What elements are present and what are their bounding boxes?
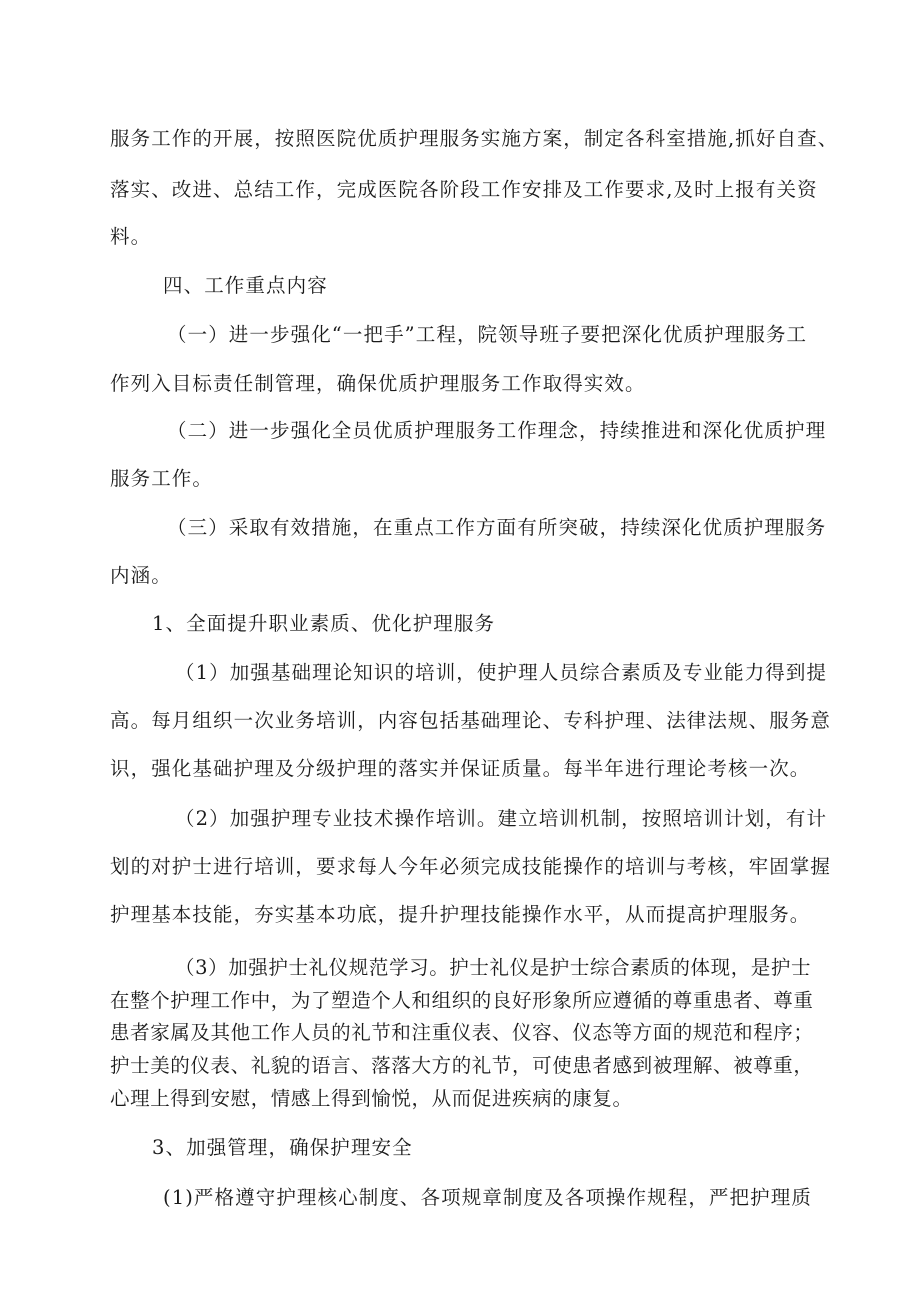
text-line: 服务工作。 xyxy=(110,467,214,490)
text-line: （三）采取有效措施，在重点工作方面有所突破，持续深化优质护理服务 xyxy=(167,516,827,539)
text-line: 划的对护士进行培训，要求每人今年必须完成技能操作的培训与考核，牢固掌握 xyxy=(110,855,832,878)
text-line: 护士美的仪表、礼貌的语言、落落大方的礼节，可使患者感到被理解、被尊重， xyxy=(110,1054,814,1077)
text-line: 患者家属及其他工作人员的礼节和注重仪表、仪容、仪态等方面的规范和程序； xyxy=(110,1021,814,1044)
text-line: 高。每月组织一次业务培训，内容包括基础理论、专科护理、法律法规、服务意 xyxy=(110,709,832,732)
text-line: 内涵。 xyxy=(110,564,172,587)
text-line: （2）加强护理专业技术操作培训。建立培训机制，按照培训计划，有计 xyxy=(175,807,828,830)
text-line: （一）进一步强化“一把手”工程，院领导班子要把深化优质护理服务工 xyxy=(167,323,808,346)
text-line: 在整个护理工作中，为了塑造个人和组织的良好形象所应遵循的尊重患者、尊重 xyxy=(110,989,814,1012)
text-line: 服务工作的开展，按照医院优质护理服务实施方案，制定各科室措施,抓好自查、 xyxy=(110,127,839,150)
text-line: 心理上得到安慰，情感上得到愉悦，从而促进疾病的康复。 xyxy=(110,1087,633,1110)
subsection-heading: 1、全面提升职业素质、优化护理服务 xyxy=(152,612,496,635)
text-line: （3）加强护士礼仪规范学习。护士礼仪是护士综合素质的体现，是护士 xyxy=(175,956,812,979)
text-line: （1）加强基础理论知识的培训，使护理人员综合素质及专业能力得到提 xyxy=(175,661,828,684)
text-line: (1)严格遵守护理核心制度、各项规章制度及各项操作规程，严把护理质 xyxy=(163,1186,812,1209)
text-line: 识，强化基础护理及分级护理的落实并保证质量。每半年进行理论考核一次。 xyxy=(110,757,811,780)
text-line: 料。 xyxy=(110,225,152,248)
text-line: 落实、改进、总结工作，完成医院各阶段工作安排及工作要求,及时上报有关资 xyxy=(110,178,818,201)
subsection-heading: 3、加强管理，确保护理安全 xyxy=(152,1136,413,1159)
text-line: 作列入目标责任制管理，确保优质护理服务工作取得实效。 xyxy=(110,372,646,395)
section-heading: 四、工作重点内容 xyxy=(163,274,328,297)
text-line: 护理基本技能，夯实基本功底，提升护理技能操作水平，从而提高护理服务。 xyxy=(110,903,811,926)
text-line: （二）进一步强化全员优质护理服务工作理念，持续推进和深化优质护理 xyxy=(167,419,827,442)
